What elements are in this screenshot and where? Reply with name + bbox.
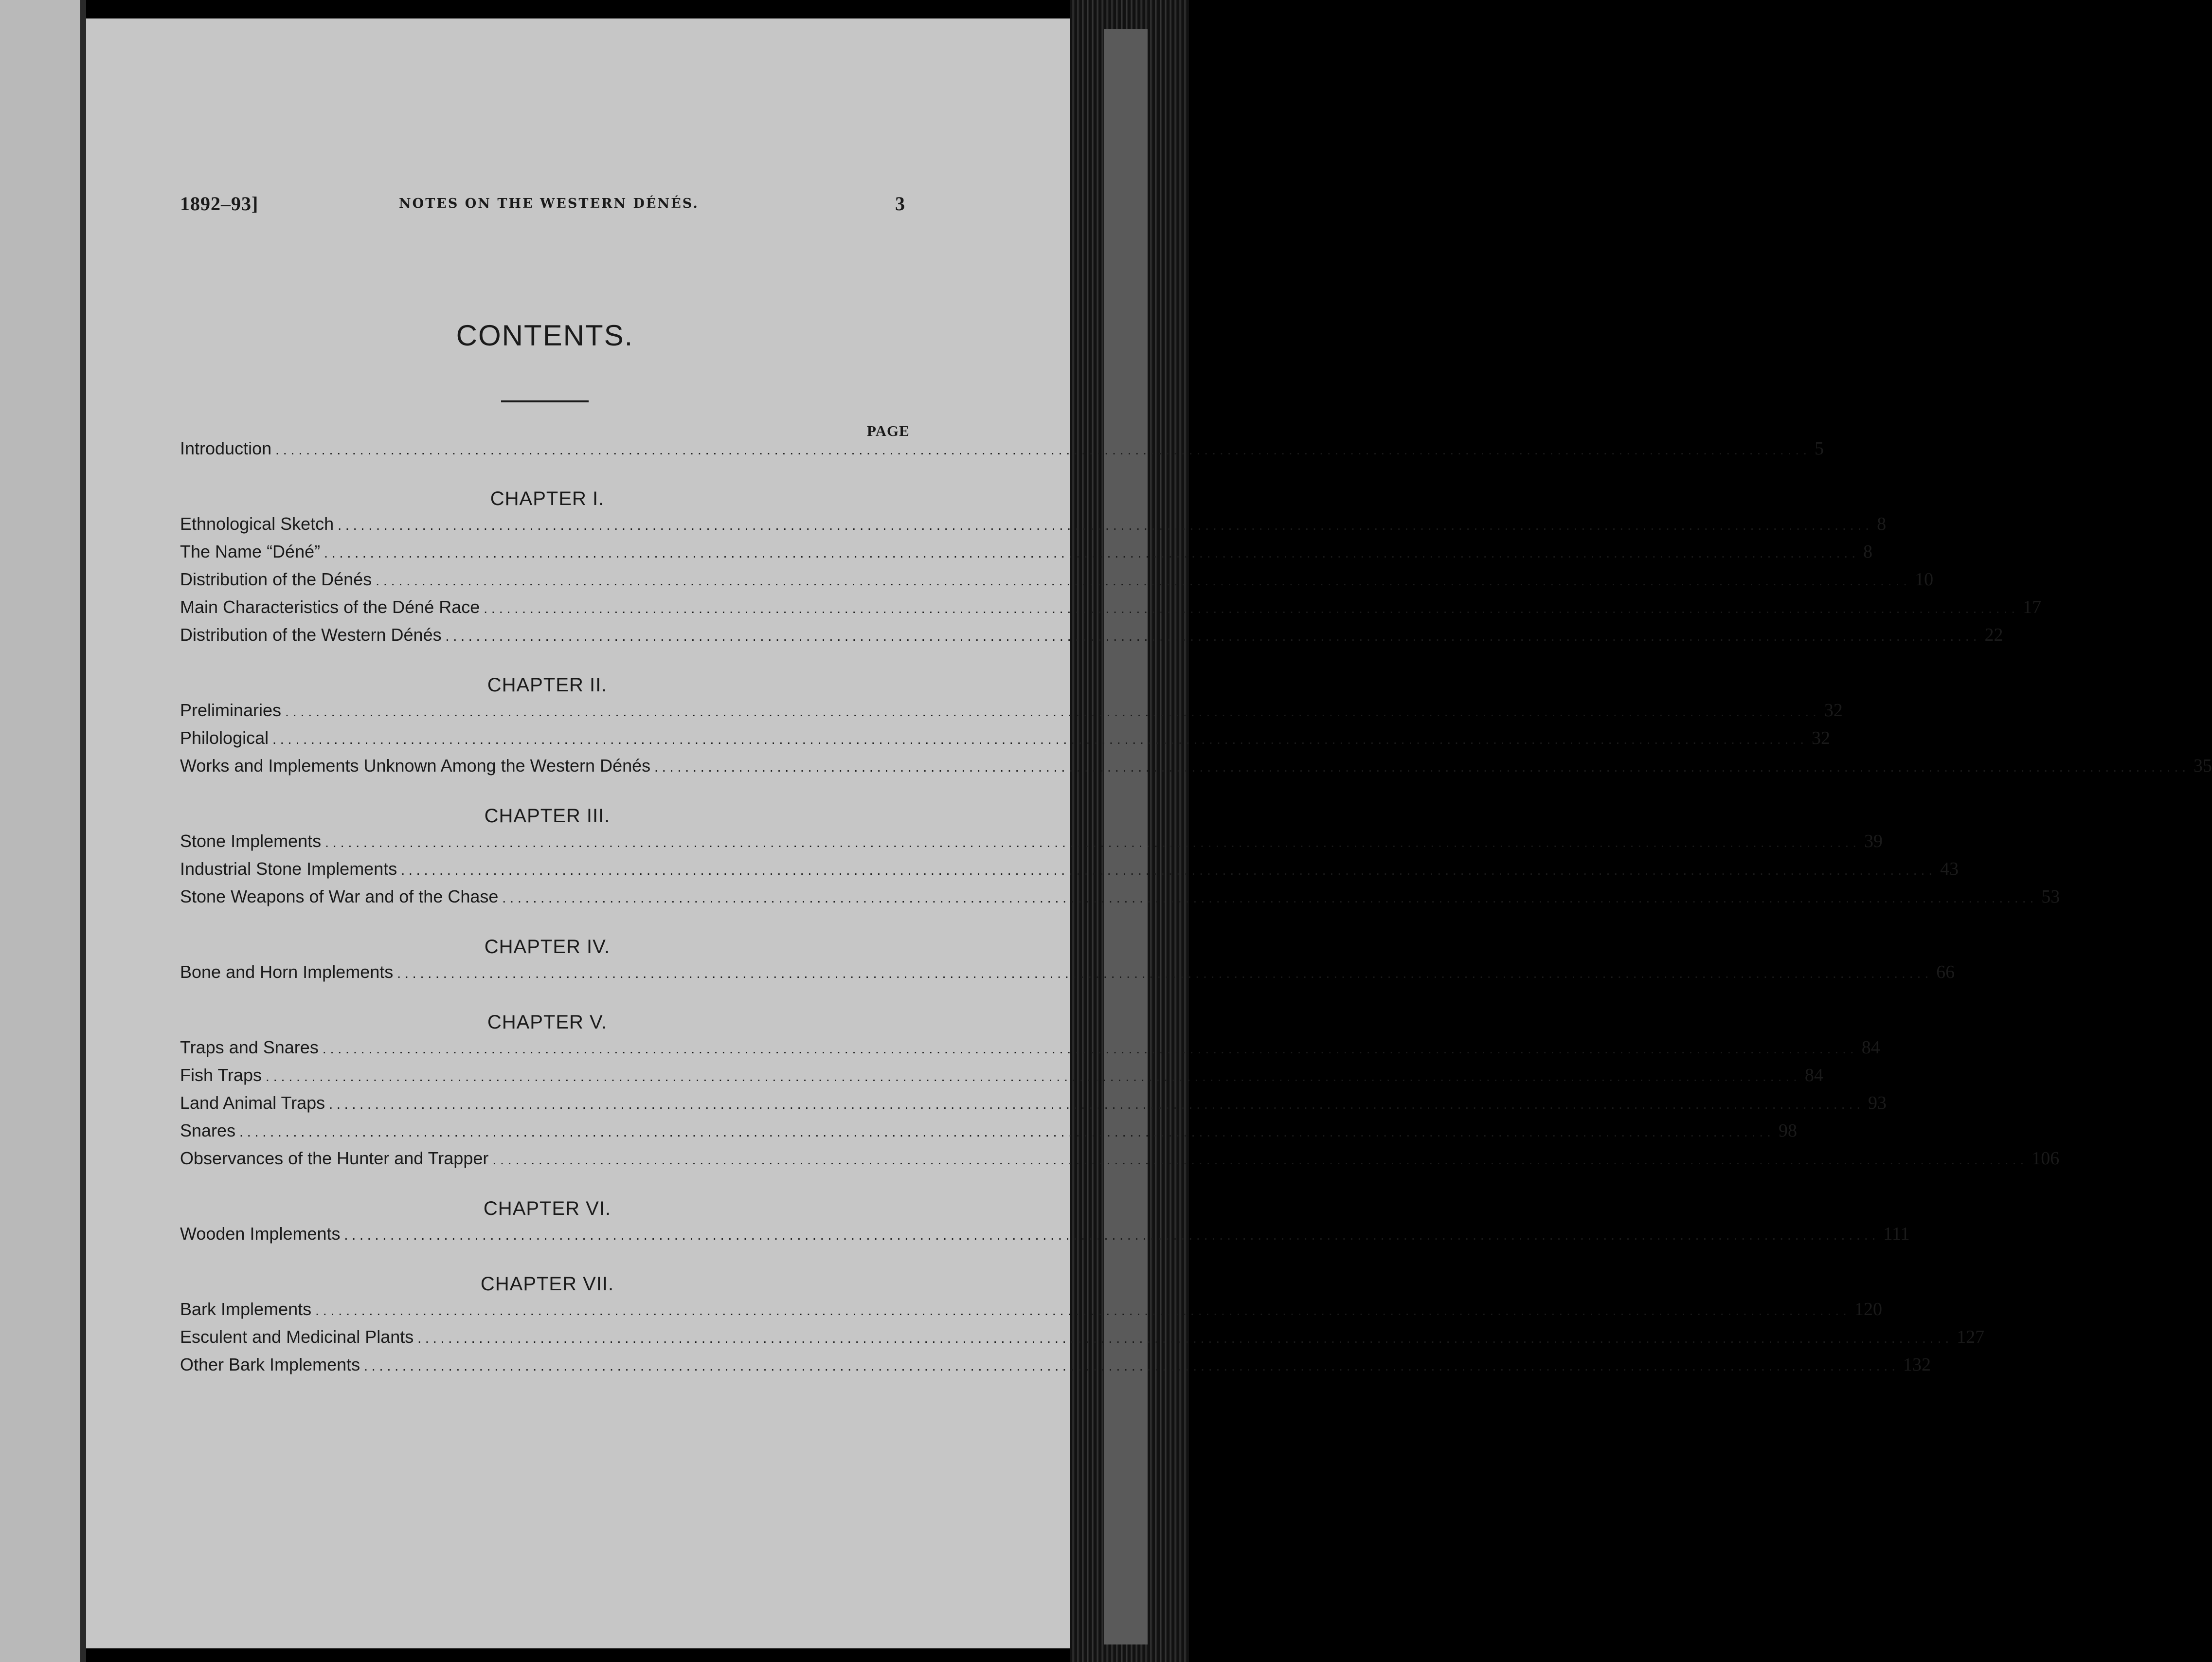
chapter-group: [180, 484, 2042, 652]
toc-entry-label: Distribution of the Dénés: [180, 569, 372, 589]
leader-dots: ........................................................................................................................................................................................................: [484, 601, 2019, 616]
chapter-group: [180, 1194, 1910, 1251]
chapter-heading: CHAPTER V.: [487, 1012, 608, 1033]
chapter-heading: CHAPTER IV.: [484, 936, 611, 957]
toc-entry-page: 43: [1940, 859, 1959, 879]
toc-entry-page: 84: [1804, 1065, 1823, 1085]
chapter-heading: CHAPTER VI.: [483, 1198, 611, 1219]
toc-entry-label: Stone Weapons of War and of the Chase: [180, 886, 499, 906]
contents-title: CONTENTS.: [456, 319, 634, 352]
toc-entry-page: 111: [1883, 1224, 1910, 1244]
leader-dots: ........................................................................................................................................................................................................: [272, 732, 1808, 747]
leader-dots: ........................................................................................................................................................................................................: [315, 1303, 1851, 1318]
toc-entry-page: 32: [1811, 728, 1830, 748]
toc-entry-page: 132: [1903, 1355, 1931, 1375]
leader-dots: ........................................................................................................................................................................................................: [417, 1331, 1953, 1346]
leader-dots: ........................................................................................................................................................................................................: [376, 573, 1911, 588]
header-title: NOTES ON THE WESTERN DÉNÉS.: [399, 196, 699, 211]
leader-dots: ........................................................................................................................................................................................................: [338, 518, 1873, 533]
chapter-group: [180, 670, 2212, 783]
toc-entry-page: 39: [1864, 831, 1883, 851]
toc-entry-introduction: [180, 438, 1824, 466]
toc-entry-page: 35: [2194, 756, 2212, 776]
toc-entry: [180, 961, 1955, 989]
chapter-heading: CHAPTER III.: [484, 805, 611, 827]
toc-entry-label: Fish Traps: [180, 1065, 262, 1085]
running-header: [180, 192, 910, 221]
toc-entry-label: Ethnological Sketch: [180, 514, 334, 534]
book-gutter: [80, 0, 86, 1662]
toc-entry-page: 8: [1877, 514, 1887, 534]
toc-entry-label: Bone and Horn Implements: [180, 962, 394, 982]
header-years: 1892–93]: [180, 193, 259, 215]
toc-entry-label: Land Animal Traps: [180, 1093, 325, 1113]
toc-entry-page: 32: [1824, 700, 1843, 721]
toc-entry: [180, 596, 2042, 624]
toc-entry-page: 98: [1778, 1120, 1797, 1141]
leader-dots: ........................................................................................................................................................................................................: [329, 1097, 1865, 1112]
toc-entry: [180, 727, 1830, 755]
chapter-group: [180, 932, 1955, 989]
toc-entry-label: Observances of the Hunter and Trapper: [180, 1148, 489, 1168]
toc-entry: [180, 1354, 1931, 1382]
toc-entry-page: 127: [1957, 1327, 1985, 1347]
leader-dots: ........................................................................................................................................................................................................: [445, 629, 1981, 644]
toc-entry-label: Preliminaries: [180, 700, 282, 720]
toc-entry-label: Snares: [180, 1120, 236, 1140]
toc-entry-label: The Name “Déné”: [180, 542, 321, 561]
leader-dots: ........................................................................................................................................................................................................: [285, 704, 1820, 719]
toc-entry-page: 84: [1861, 1037, 1880, 1058]
leader-dots: ........................................................................................................................................................................................................: [401, 863, 1937, 878]
chapter-heading: CHAPTER I.: [490, 488, 605, 509]
title-rule: [501, 400, 589, 402]
leader-dots: ........................................................................................................................................................................................................: [654, 759, 2190, 775]
leader-dots: ........................................................................................................................................................................................................: [266, 1069, 1801, 1084]
toc-entry: [180, 755, 2212, 783]
leader-dots: ........................................................................................................................................................................................................: [239, 1124, 1775, 1139]
toc-entry: [180, 858, 1959, 886]
facing-page-edge: [0, 0, 80, 1662]
toc-entry-label: Main Characteristics of the Déné Race: [180, 597, 480, 617]
header-page-number: 3: [895, 193, 905, 215]
table-of-contents: [180, 438, 2212, 1382]
page-column-label: PAGE: [867, 422, 910, 439]
toc-entry: [180, 1223, 1910, 1251]
toc-entry: [180, 541, 1872, 569]
leader-dots: ........................................................................................................................................................................................................: [322, 1041, 1858, 1056]
chapter-group: [180, 1269, 1985, 1382]
toc-entry-label: Wooden Implements: [180, 1224, 341, 1244]
toc-entry: [180, 886, 2060, 914]
toc-entry-label: Bark Implements: [180, 1299, 312, 1319]
toc-entry-page: 106: [2032, 1148, 2060, 1169]
toc-entry-label: Industrial Stone Implements: [180, 859, 397, 879]
toc-entry-label: Stone Implements: [180, 831, 322, 851]
toc-entry-page: 120: [1854, 1299, 1882, 1319]
leader-dots: ........................................................................................................................................................................................................: [324, 545, 1859, 560]
toc-entry-label: Esculent and Medicinal Plants: [180, 1327, 414, 1347]
leader-dots: ........................................................................................................................................................................................................: [325, 835, 1861, 850]
leader-dots: ........................................................................................................................................................................................................: [492, 1152, 2028, 1167]
leader-dots: ........................................................................................................................................................................................................: [502, 890, 2038, 905]
toc-entry-page: 5: [1814, 438, 1824, 459]
toc-entry: [180, 1326, 1985, 1354]
toc-entry-page: 53: [2041, 886, 2060, 907]
toc-entry: [180, 1120, 1797, 1148]
chapter-heading: CHAPTER VII.: [480, 1273, 614, 1295]
toc-entry-page: 93: [1868, 1093, 1887, 1113]
leader-dots: ........................................................................................................................................................................................................: [344, 1228, 1880, 1243]
chapter-group: [180, 801, 2060, 914]
toc-entry-label: Distribution of the Western Dénés: [180, 625, 442, 645]
leader-dots: ........................................................................................................................................................................................................: [275, 442, 1811, 457]
page-block-edges: [1070, 0, 1189, 1662]
toc-entry: [180, 1092, 1887, 1120]
chapter-heading: CHAPTER II.: [487, 674, 608, 696]
toc-entry: [180, 1299, 1882, 1326]
toc-entry-page: 8: [1863, 542, 1872, 562]
toc-entry: [180, 1148, 2060, 1175]
toc-entry-label: Other Bark Implements: [180, 1355, 360, 1374]
toc-entry: [180, 624, 2003, 652]
leader-dots: ........................................................................................................................................................................................................: [397, 966, 1933, 981]
toc-entry: [180, 831, 1883, 858]
toc-entry-label: Works and Implements Unknown Among the Western Dénés: [180, 756, 651, 776]
toc-entry-label: Traps and Snares: [180, 1037, 319, 1057]
toc-entry-label: Philological: [180, 728, 269, 748]
chapter-group: [180, 1008, 2060, 1175]
toc-entry-page: 10: [1915, 569, 1934, 590]
toc-entry: [180, 700, 1843, 727]
toc-entry-page: 17: [2023, 597, 2042, 617]
leader-dots: ........................................................................................................................................................................................................: [364, 1358, 1899, 1373]
toc-entry: [180, 1037, 1880, 1065]
toc-entry: [180, 569, 1934, 596]
toc-entry-page: 66: [1936, 962, 1955, 982]
toc-entry: [180, 1065, 1823, 1092]
toc-entry-page: 22: [1984, 625, 2003, 645]
toc-entry: [180, 513, 1887, 541]
toc-entry-label: Introduction: [180, 438, 272, 458]
